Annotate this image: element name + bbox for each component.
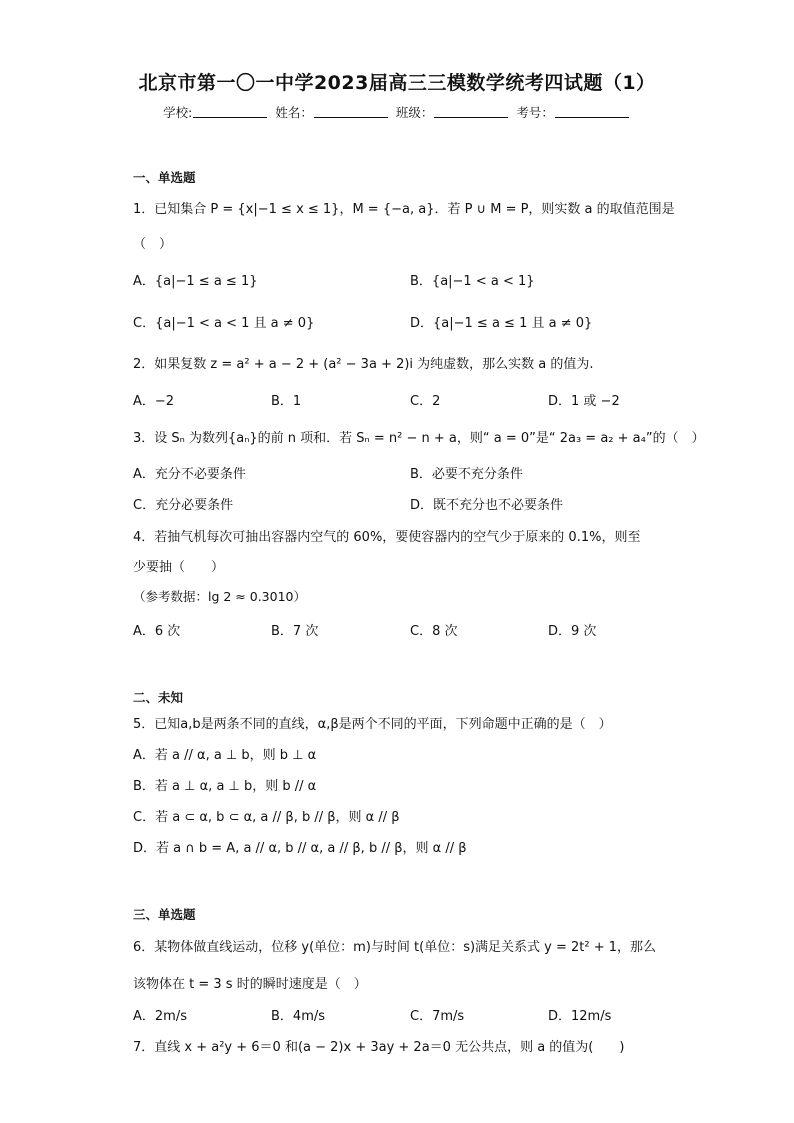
question-1-option-d: D．{a|−1 ≤ a ≤ 1 且 a ≠ 0}	[410, 316, 593, 331]
question-5-option-c: C．若 a ⊂ α, b ⊂ α, a // β, b // β，则 α // β	[133, 810, 400, 825]
question-1-option-b: B．{a|−1 < a < 1}	[410, 274, 535, 289]
question-1-option-c: C．{a|−1 < a < 1 且 a ≠ 0}	[133, 316, 315, 331]
question-7-stem: 7．直线 x + a²y + 6＝0 和(a − 2)x + 3ay + 2a＝0 无公共点，则 a 的值为( )	[133, 1040, 625, 1055]
school-label: 学校:	[163, 105, 193, 120]
question-2-option-d: D．1 或 −2	[548, 394, 620, 409]
question-6-option-c: C．7m/s	[410, 1009, 465, 1024]
question-1-option-a: A．{a|−1 ≤ a ≤ 1}	[133, 274, 258, 289]
question-6-option-a: A．2m/s	[133, 1009, 187, 1024]
question-4-option-a: A．6 次	[133, 624, 181, 639]
page-title: 北京市第一〇一中学2023届高三三模数学统考四试题（1）	[138, 72, 656, 94]
question-2-option-b: B．1	[271, 394, 302, 409]
question-4-option-d: D．9 次	[548, 624, 597, 639]
question-4-stem-line-2: 少要抽（ ）	[133, 560, 225, 575]
question-3-stem: 3．设 Sₙ 为数列{aₙ}的前 n 项和．若 Sₙ = n² − n + a，则“ a = 0”是“ 2a₃ = a₂ + a₄”的（ ）	[133, 431, 705, 446]
name-blank	[314, 105, 388, 118]
class-label: 班级：	[395, 105, 434, 120]
section-heading-1: 一、单选题	[133, 170, 196, 185]
section-heading-2: 二、未知	[133, 690, 184, 705]
question-4-option-c: C．8 次	[410, 624, 458, 639]
question-6-stem-line-1: 6．某物体做直线运动，位移 y(单位：m)与时间 t(单位：s)满足关系式 y = 2t² + 1，那么	[133, 940, 657, 955]
question-5-option-b: B．若 a ⊥ α, a ⊥ b，则 b // α	[133, 779, 317, 794]
question-2-stem: 2．如果复数 z = a² + a − 2 + (a² − 3a + 2)i 为纯虚数，那么实数 a 的值为.	[133, 357, 594, 372]
class-blank	[434, 105, 508, 118]
section-heading-3: 三、单选题	[133, 907, 196, 922]
question-2-option-a: A．−2	[133, 394, 175, 409]
name-label: 姓名：	[275, 105, 313, 120]
school-blank	[193, 105, 267, 118]
question-4-reference-data: （参考数据：lg 2 ≈ 0.3010）	[133, 589, 306, 604]
question-3-option-b: B．必要不充分条件	[410, 467, 523, 482]
question-5-stem: 5．已知a,b是两条不同的直线，α,β是两个不同的平面，下列命题中正确的是（ ）	[133, 717, 612, 732]
question-1-stem: 1．已知集合 P = {x|−1 ≤ x ≤ 1}，M = {−a, a}．若 P ∪ M = P，则实数 a 的取值范围是	[133, 202, 675, 217]
question-2-option-c: C．2	[410, 394, 441, 409]
question-4-stem-line-1: 4．若抽气机每次可抽出容器内空气的 60%，要使容器内的空气少于原来的 0.1%，则至	[133, 530, 641, 545]
student-info-row	[0, 103, 794, 121]
question-3-option-d: D．既不充分也不必要条件	[410, 498, 564, 513]
question-6-option-b: B．4m/s	[271, 1009, 326, 1024]
exam-number-blank	[555, 105, 629, 118]
question-5-option-a: A．若 a // α, a ⊥ b，则 b ⊥ α	[133, 748, 317, 763]
question-3-option-a: A．充分不必要条件	[133, 467, 246, 482]
question-4-option-b: B．7 次	[271, 624, 319, 639]
exam-number-label: 考号：	[516, 105, 554, 120]
question-5-option-d: D．若 a ∩ b = A, a // α, b // α, a // β, b // β，则 α // β	[133, 841, 467, 856]
question-3-option-c: C．充分必要条件	[133, 498, 234, 513]
question-1-paren: （ ）	[133, 237, 173, 252]
question-6-stem-line-2: 该物体在 t = 3 s 时的瞬时速度是（ ）	[133, 977, 367, 992]
question-6-option-d: D．12m/s	[548, 1009, 612, 1024]
